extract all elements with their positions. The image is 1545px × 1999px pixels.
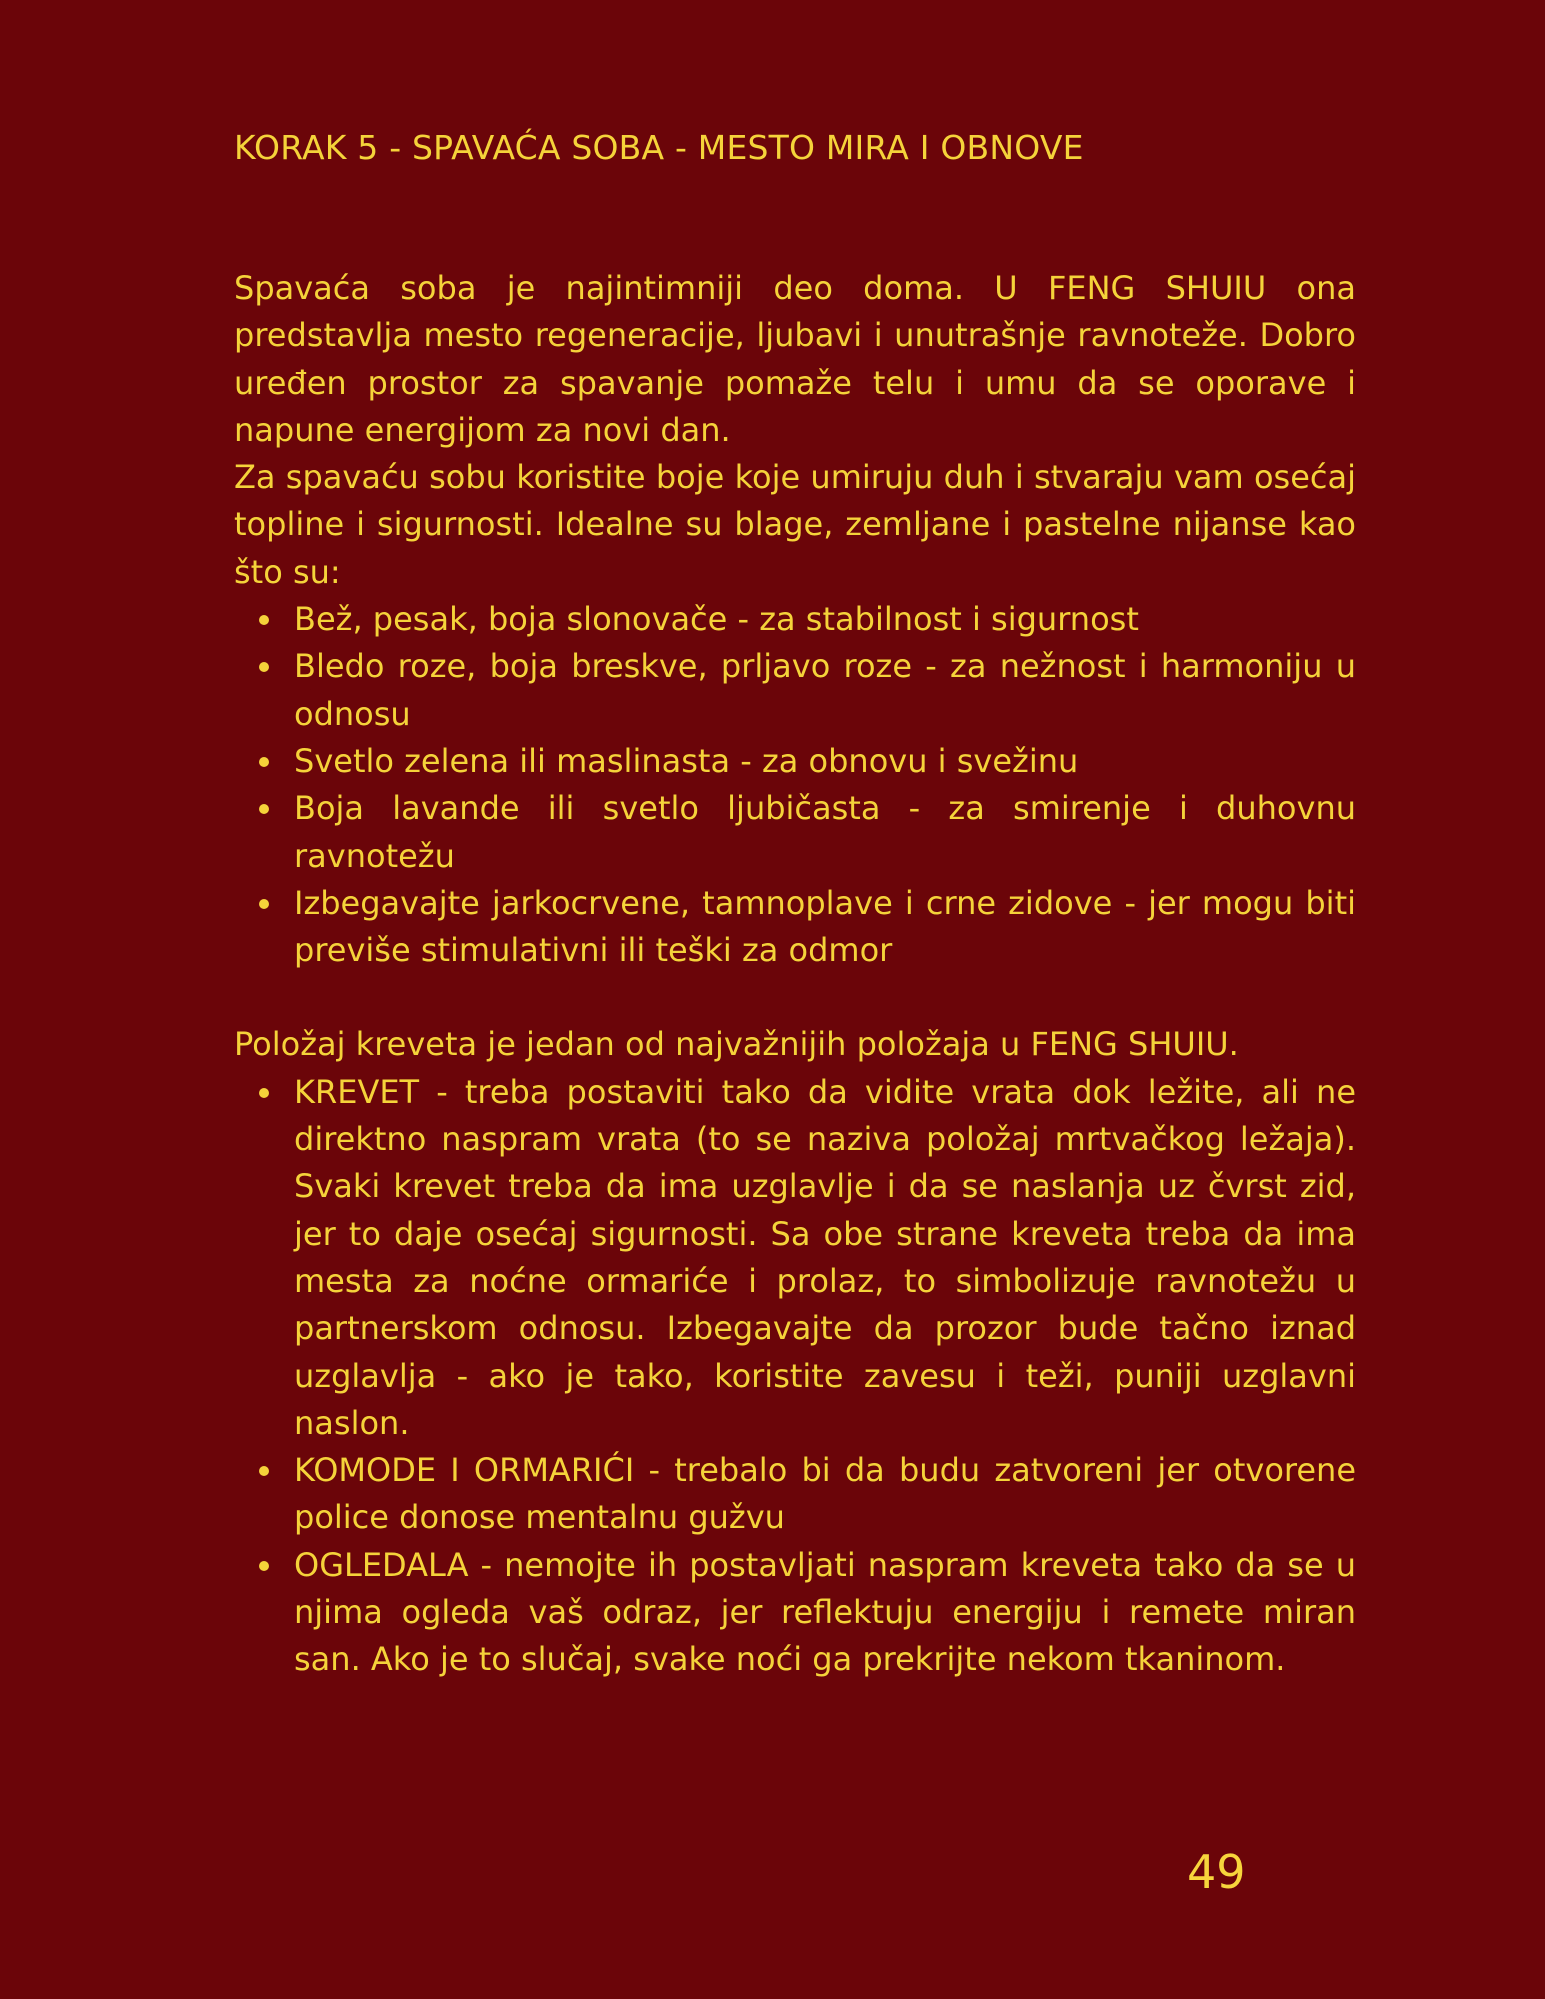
list-item [294, 738, 1356, 785]
bullet-icon [259, 804, 269, 814]
list-item [294, 643, 1356, 738]
bullet-icon [259, 1561, 269, 1571]
page-heading: KORAK 5 - SPAVAĆA SOBA - MESTO MIRA I OBNOVE [234, 128, 1084, 167]
spacer [234, 974, 1356, 1021]
list-item [294, 1542, 1356, 1684]
list-item [294, 1069, 1356, 1447]
bullet-icon [259, 615, 269, 625]
list-item-text: Izbegavajte jarkocrvene, tamnoplave i crne zidove - jer mogu biti previše stimulativni ili teški za odmor [294, 883, 1356, 970]
list-item [294, 785, 1356, 880]
page-number: 49 [1187, 1845, 1246, 1899]
bullet-icon [259, 1088, 269, 1098]
list-item [294, 1447, 1356, 1542]
bullet-icon [259, 662, 269, 672]
bullet-icon [259, 757, 269, 767]
list-item-text: Bež, pesak, boja slonovače - za stabilnost i sigurnost [294, 600, 1139, 639]
intro-paragraph-2: Za spavaću sobu koristite boje koje umiruju duh i stvaraju vam osećaj topline i sigurnosti. Idealne su blage, zemljane i pastelne nijanse kao što su: [234, 458, 1356, 591]
colors-list [234, 596, 1356, 974]
bed-paragraph: Položaj kreveta je jedan od najvažnijih položaja u FENG SHUIU. [234, 1025, 1239, 1064]
bullet-icon [259, 899, 269, 909]
list-item-text: Svetlo zelena ili maslinasta - za obnovu i svežinu [294, 741, 1079, 780]
list-item-text: OGLEDALA - nemojte ih postavljati naspram kreveta tako da se u njima ogleda vaš odraz, jer reflektuju energiju i remete miran san. Ako je to slučaj, svake noći ga prekrijte nekom tkaninom. [294, 1545, 1356, 1679]
bullet-icon [259, 1466, 269, 1476]
list-item-text: KREVET - treba postaviti tako da vidite vrata dok ležite, ali ne direktno naspram vrata (to se naziva položaj mrtvačkog ležaja). Svaki krevet treba da ima uzglavlje i da se naslanja uz čvrst zid, jer to daje osećaj sigurnosti. Sa obe strane kreveta treba da ima mesta za noćne ormariće i prolaz, to simbolizuje ravnotežu u partnerskom odnosu. Izbegavajte da prozor bude tačno iznad uzglavlja - ako je tako, koristite zavesu i teži, puniji uzglavni naslon. [294, 1072, 1356, 1442]
list-item [294, 596, 1356, 643]
bed-list [234, 1069, 1356, 1684]
body-text [234, 265, 1356, 1684]
list-item-text: Boja lavande ili svetlo ljubičasta - za smirenje i duhovnu ravnotežu [294, 789, 1356, 875]
intro-paragraph-1: Spavaća soba je najintimniji deo doma. U FENG SHUIU ona predstavlja mesto regeneracije, ljubavi i unutrašnje ravnoteže. Dobro uređen prostor za spavanje pomaže telu i umu da se oporave i napune energijom za novi dan. [234, 269, 1356, 449]
list-item-text: Bledo roze, boja breskve, prljavo roze - za nežnost i harmoniju u odnosu [294, 647, 1356, 733]
list-item [294, 880, 1356, 975]
list-item-text: KOMODE I ORMARIĆI - trebalo bi da budu zatvoreni jer otvorene police donose mentalnu gužvu [294, 1451, 1356, 1537]
